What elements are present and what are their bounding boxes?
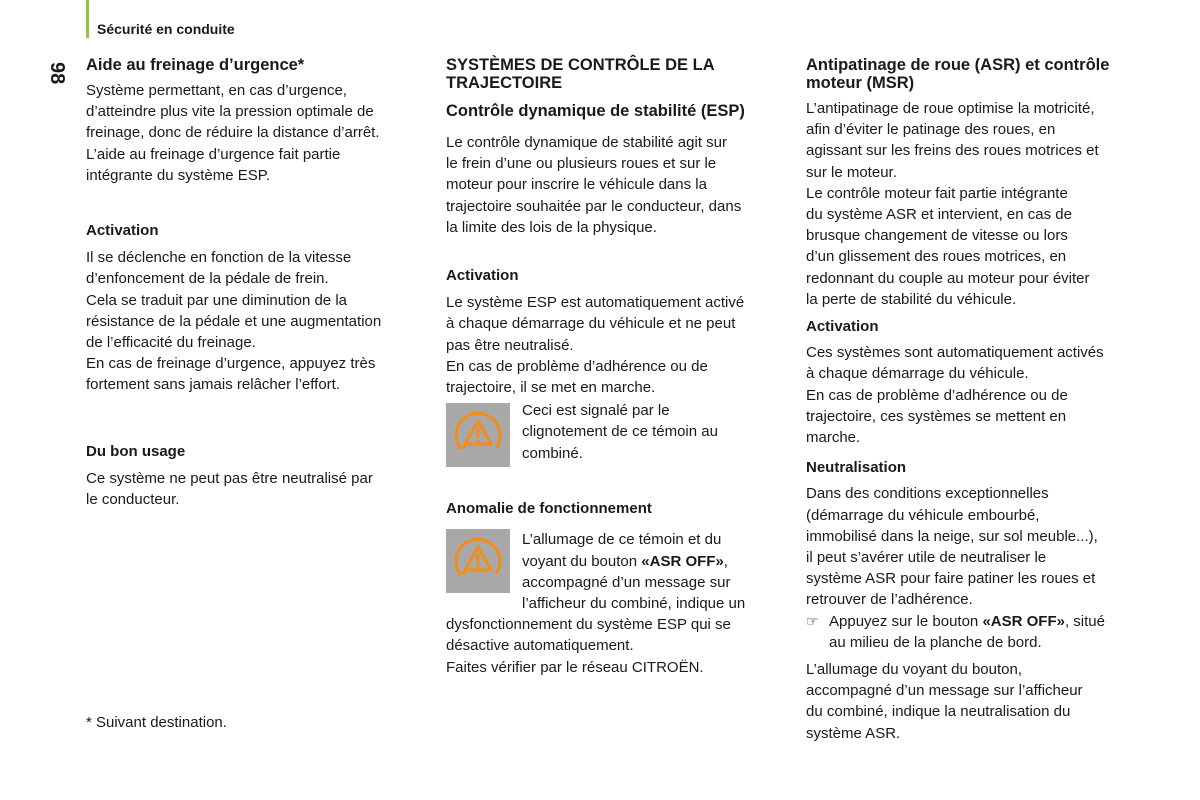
asr-title-line1: Antipatinage de roue (ASR) et contrôle	[806, 56, 1110, 74]
text-line: il peut s’avérer utile de neutraliser le	[806, 549, 1047, 567]
text-line: d’atteindre plus vite la pression optimale de	[86, 103, 374, 121]
text-line: L’allumage de ce témoin et du	[522, 531, 722, 549]
asr-intro	[806, 98, 1151, 310]
text-line: retrouver de l’adhérence.	[806, 591, 973, 609]
text-line: Cela se traduit par une diminution de la	[86, 291, 347, 309]
text-line	[522, 551, 745, 572]
anomaly-heading: Anomalie de fonctionnement	[446, 500, 652, 518]
asr-off-instruction	[806, 611, 1151, 653]
text-line: afin d’éviter le patinage des roues, en	[806, 121, 1056, 139]
esp-intro	[446, 132, 791, 238]
esp-signal-block	[446, 400, 791, 467]
text-line: marche.	[806, 429, 861, 447]
esp-warning-light-icon	[446, 403, 510, 467]
text-fragment: , situé	[1064, 612, 1105, 630]
text-line: sur le moteur.	[806, 163, 897, 181]
asr-title-line2: moteur (MSR)	[806, 74, 915, 92]
text-line: accompagné d’un message sur l’afficheur	[806, 682, 1083, 700]
asr-off-label: «ASR OFF»	[641, 552, 724, 570]
text-fragment: Appuyez sur le bouton	[829, 612, 983, 630]
text-line: immobilisé dans la neige, sur sol meuble...),	[806, 527, 1098, 545]
text-line: En cas de problème d’adhérence ou de	[806, 386, 1068, 404]
text-line: En cas de freinage d’urgence, appuyez très	[86, 355, 376, 373]
text-fragment: ,	[723, 552, 728, 570]
column-emergency-braking	[86, 54, 426, 510]
text-line: brusque changement de vitesse ou lors	[806, 227, 1068, 245]
text-line: intégrante du système ESP.	[86, 166, 270, 184]
text-line: combiné.	[522, 444, 583, 462]
pointing-hand-icon: ☞	[806, 612, 819, 629]
text-line: résistance de la pédale et une augmentation	[86, 312, 382, 330]
text-line: du combiné, indique la neutralisation du	[806, 703, 1071, 721]
text-line: trajectoire, ces systèmes se mettent en	[806, 407, 1067, 425]
text-line: (démarrage du véhicule embourbé,	[806, 506, 1040, 524]
text-line: au milieu de la planche de bord.	[829, 633, 1042, 651]
text-line: agissant sur les freins des roues motrices et	[806, 142, 1099, 160]
esp-fault-light-icon	[446, 529, 510, 593]
emergency-braking-title: Aide au freinage d’urgence*	[86, 56, 305, 74]
page-number	[21, 60, 68, 100]
anomaly-side-text	[522, 529, 745, 614]
text-line: Ceci est signalé par le	[522, 402, 670, 420]
text-line: la perte de stabilité du véhicule.	[806, 290, 1017, 308]
usage-heading: Du bon usage	[86, 442, 186, 460]
text-line: fortement sans jamais relâcher l’effort.	[86, 376, 340, 394]
text-line: système ASR pour faire patiner les roues et	[806, 570, 1096, 588]
section-title: Sécurité en conduite	[97, 21, 235, 37]
page-number-text: 98	[46, 62, 68, 85]
text-line: En cas de problème d’adhérence ou de	[446, 357, 708, 375]
esp-activation-text	[446, 292, 791, 398]
text-line: Système permettant, en cas d’urgence,	[86, 82, 347, 99]
usage-text	[86, 468, 426, 510]
text-line: d’enfoncement de la pédale de frein.	[86, 270, 329, 288]
text-line: trajectoire souhaitée par le conducteur, dans	[446, 197, 742, 215]
text-line: Ce système ne peut pas être neutralisé par	[86, 469, 373, 487]
text-line: clignotement de ce témoin au	[522, 423, 718, 441]
emergency-braking-intro	[86, 80, 426, 186]
text-line: l’afficheur du combiné, indique un	[522, 595, 746, 613]
text-line: système ASR.	[806, 724, 901, 742]
trajectory-title-line1: SYSTÈMES DE CONTRÔLE DE LA	[446, 56, 715, 74]
text-line: d’un glissement des roues motrices, en	[806, 248, 1067, 266]
esp-fault-light-glyph	[446, 529, 510, 593]
text-line: Il se déclenche en fonction de la vitesse	[86, 249, 352, 267]
neutralisation-heading: Neutralisation	[806, 459, 907, 477]
text-line: redonnant du couple au moteur pour éviter	[806, 269, 1090, 287]
text-line: le frein d’une ou plusieurs roues et sur le	[446, 155, 717, 173]
text-line: trajectoire, il se met en marche.	[446, 379, 656, 397]
column-trajectory-control	[446, 54, 791, 678]
activation-heading: Activation	[86, 222, 159, 240]
text-line: désactive automatiquement.	[446, 637, 634, 655]
text-line: Le contrôle dynamique de stabilité agit sur	[446, 134, 728, 151]
instruction-text	[829, 611, 1105, 653]
anomaly-block	[446, 529, 791, 614]
column-asr-msr	[806, 54, 1151, 744]
text-line: moteur pour inscrire le véhicule dans la	[446, 176, 707, 194]
text-line: le conducteur.	[86, 491, 180, 509]
asr-closing-text	[806, 659, 1151, 744]
text-line: freinage, donc de réduire la distance d’arrêt.	[86, 124, 380, 142]
footnote: * Suivant destination.	[86, 714, 227, 731]
text-line	[829, 611, 1105, 632]
text-line: L’aide au freinage d’urgence fait partie	[86, 145, 341, 163]
activation-text	[86, 247, 426, 395]
text-line: Dans des conditions exceptionnelles	[806, 485, 1049, 503]
trajectory-title-line2: TRAJECTOIRE	[446, 74, 563, 92]
text-line: Ces systèmes sont automatiquement activés	[806, 344, 1104, 362]
text-line: du système ASR et intervient, en cas de	[806, 206, 1072, 224]
esp-activation-heading: Activation	[446, 267, 519, 285]
esp-warning-light-glyph	[446, 403, 510, 467]
asr-activation-text	[806, 342, 1151, 448]
text-line: Le contrôle moteur fait partie intégrante	[806, 184, 1068, 202]
esp-subtitle: Contrôle dynamique de stabilité (ESP)	[446, 102, 745, 120]
text-line: dysfonctionnement du système ESP qui se	[446, 616, 731, 634]
asr-activation-heading: Activation	[806, 318, 879, 336]
text-line: L’allumage du voyant du bouton,	[806, 661, 1022, 679]
text-line: L’antipatinage de roue optimise la motricité,	[806, 100, 1095, 117]
text-line: accompagné d’un message sur	[522, 573, 731, 591]
text-line: pas être neutralisé.	[446, 336, 574, 354]
asr-off-label: «ASR OFF»	[982, 612, 1065, 630]
section-accent-bar	[86, 0, 89, 38]
text-line: la limite des lois de la physique.	[446, 218, 657, 236]
text-line: de l’efficacité du freinage.	[86, 334, 256, 352]
text-line: à chaque démarrage du véhicule et ne peut	[446, 315, 736, 333]
esp-signal-text	[522, 400, 718, 464]
text-line: Faites vérifier par le réseau CITROËN.	[446, 658, 704, 676]
text-line: à chaque démarrage du véhicule.	[806, 365, 1029, 383]
anomaly-rest-text	[446, 614, 791, 678]
text-line: Le système ESP est automatiquement activé	[446, 294, 745, 312]
neutralisation-text	[806, 483, 1151, 610]
text-fragment: voyant du bouton	[522, 552, 642, 570]
